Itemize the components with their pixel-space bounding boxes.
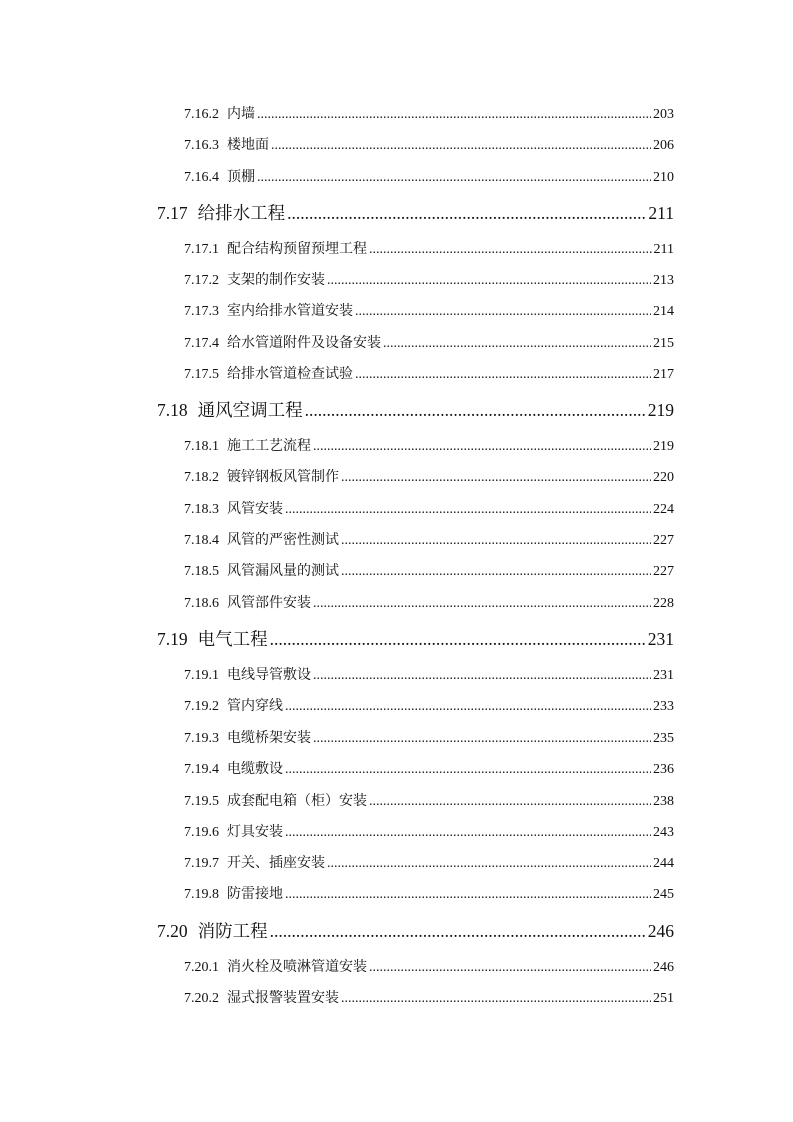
toc-entry-number: 7.19.7 (184, 856, 219, 871)
toc-entry-page-number: 219 (647, 400, 674, 420)
toc-entry-number: 7.18.6 (184, 596, 219, 611)
toc-entry-number: 7.19.6 (184, 825, 219, 840)
toc-entry-number: 7.18.3 (184, 502, 219, 517)
toc-dot-leader (285, 502, 651, 518)
toc-dot-leader (270, 629, 646, 650)
toc-entry-page-number: 215 (653, 336, 674, 351)
toc-entry-page-number: 236 (653, 762, 674, 777)
toc-dot-leader (355, 304, 651, 320)
toc-entry-page-number: 246 (653, 960, 674, 975)
toc-entry-number: 7.17.1 (184, 242, 219, 257)
toc-dot-leader (369, 960, 651, 976)
toc-subsection-entry[interactable] (184, 987, 674, 1007)
toc-dot-leader (383, 336, 651, 352)
toc-dot-leader (287, 203, 646, 224)
toc-entry-title: 配合结构预留预埋工程 (227, 242, 367, 257)
toc-dot-leader (285, 762, 651, 778)
toc-dot-leader (285, 887, 651, 903)
toc-entry-title: 风管安装 (227, 502, 283, 517)
toc-entry-page-number: 211 (648, 203, 674, 223)
toc-entry-page-number: 210 (653, 170, 674, 185)
toc-dot-leader (313, 668, 651, 684)
toc-entry-title: 风管漏风量的测试 (227, 564, 339, 579)
toc-dot-leader (257, 107, 651, 123)
toc-entry-page-number: 228 (653, 596, 674, 611)
toc-entry-title: 镀锌钢板风管制作 (227, 470, 339, 485)
toc-subsection-entry[interactable] (184, 821, 674, 841)
toc-subsection-entry[interactable] (184, 466, 674, 486)
toc-entry-page-number: 224 (653, 502, 674, 517)
toc-dot-leader (257, 170, 651, 186)
toc-entry-page-number: 214 (653, 304, 674, 319)
toc-dot-leader (369, 242, 652, 258)
toc-subsection-entry[interactable] (184, 300, 674, 320)
toc-entry-number: 7.19.1 (184, 668, 219, 683)
toc-dot-leader (327, 273, 651, 289)
toc-subsection-entry[interactable] (184, 435, 674, 455)
toc-entry-page-number: 244 (653, 856, 674, 871)
toc-entry-page-number: 227 (653, 533, 674, 548)
toc-entry-page-number: 213 (653, 273, 674, 288)
toc-dot-leader (270, 921, 646, 942)
toc-entry-title: 消火栓及喷淋管道安装 (227, 960, 367, 975)
toc-entry-title: 电线导管敷设 (227, 668, 311, 683)
toc-dot-leader (313, 439, 651, 455)
toc-entry-title: 灯具安装 (227, 825, 283, 840)
toc-entry-number: 7.19.8 (184, 887, 219, 902)
toc-dot-leader (313, 731, 651, 747)
toc-subsection-entry[interactable] (184, 529, 674, 549)
toc-entry-page-number: 220 (653, 470, 674, 485)
toc-entry-number: 7.17 (157, 203, 188, 223)
toc-entry-number: 7.16.4 (184, 170, 219, 185)
toc-entry-number: 7.19.5 (184, 794, 219, 809)
toc-dot-leader (341, 470, 651, 486)
toc-entry-number: 7.17.3 (184, 304, 219, 319)
toc-section-entry[interactable] (157, 200, 674, 225)
toc-subsection-entry[interactable] (184, 852, 674, 872)
toc-subsection-entry[interactable] (184, 134, 674, 154)
toc-section-entry[interactable] (157, 918, 674, 943)
toc-entry-title: 通风空调工程 (197, 400, 303, 420)
toc-subsection-entry[interactable] (184, 332, 674, 352)
toc-entry-number: 7.18.2 (184, 470, 219, 485)
toc-entry-page-number: 251 (653, 991, 674, 1006)
toc-entry-title: 电缆桥架安装 (227, 731, 311, 746)
toc-entry-page-number: 227 (653, 564, 674, 579)
toc-section-entry[interactable] (157, 397, 674, 422)
toc-entry-title: 给水管道附件及设备安装 (227, 336, 381, 351)
toc-entry-number: 7.16.3 (184, 138, 219, 153)
toc-entry-page-number: 233 (653, 699, 674, 714)
toc-entry-page-number: 231 (647, 629, 674, 649)
toc-entry-title: 湿式报警装置安装 (227, 991, 339, 1006)
toc-dot-leader (271, 138, 651, 154)
toc-entry-title: 给排水管道检查试验 (227, 367, 353, 382)
toc-entry-number: 7.17.5 (184, 367, 219, 382)
toc-entry-number: 7.19.3 (184, 731, 219, 746)
toc-entry-number: 7.19.2 (184, 699, 219, 714)
toc-subsection-entry[interactable] (184, 592, 674, 612)
toc-section-entry[interactable] (157, 626, 674, 651)
toc-subsection-entry[interactable] (184, 956, 674, 976)
toc-entry-number: 7.19 (157, 629, 188, 649)
toc-entry-title: 电气工程 (197, 629, 268, 649)
toc-entry-page-number: 217 (653, 367, 674, 382)
toc-entry-title: 内墙 (227, 107, 255, 122)
toc-entry-page-number: 245 (653, 887, 674, 902)
toc-entry-number: 7.20 (157, 921, 188, 941)
toc-entry-number: 7.19.4 (184, 762, 219, 777)
toc-entry-title: 成套配电箱（柜）安装 (227, 794, 367, 809)
toc-entry-number: 7.16.2 (184, 107, 219, 122)
toc-subsection-entry[interactable] (184, 664, 674, 684)
toc-entry-page-number: 219 (653, 439, 674, 454)
toc-dot-leader (305, 400, 646, 421)
toc-dot-leader (369, 794, 651, 810)
toc-entry-title: 顶棚 (227, 170, 255, 185)
toc-subsection-entry[interactable] (184, 238, 674, 258)
toc-entry-page-number: 231 (653, 668, 674, 683)
toc-subsection-entry[interactable] (184, 269, 674, 289)
toc-entry-title: 防雷接地 (227, 887, 283, 902)
toc-entry-number: 7.17.4 (184, 336, 219, 351)
toc-subsection-entry[interactable] (184, 363, 674, 383)
toc-entry-title: 管内穿线 (227, 699, 283, 714)
toc-entry-page-number: 243 (653, 825, 674, 840)
toc-entry-title: 消防工程 (197, 921, 268, 941)
toc-entry-page-number: 246 (647, 921, 674, 941)
toc-entry-number: 7.20.1 (184, 960, 219, 975)
toc-entry-title: 开关、插座安装 (227, 856, 325, 871)
toc-entry-title: 楼地面 (227, 138, 269, 153)
toc-dot-leader (285, 699, 651, 715)
toc-subsection-entry[interactable] (184, 883, 674, 903)
toc-entry-title: 风管的严密性测试 (227, 533, 339, 548)
toc-entry-number: 7.18.1 (184, 439, 219, 454)
toc-entry-title: 给排水工程 (197, 203, 286, 223)
toc-entry-title: 电缆敷设 (227, 762, 283, 777)
toc-entry-page-number: 238 (653, 794, 674, 809)
toc-entry-page-number: 235 (653, 731, 674, 746)
toc-entry-number: 7.18.5 (184, 564, 219, 579)
toc-entry-title: 支架的制作安装 (227, 273, 325, 288)
toc-entry-title: 施工工艺流程 (227, 439, 311, 454)
toc-dot-leader (341, 564, 651, 580)
toc-dot-leader (285, 825, 651, 841)
toc-subsection-entry[interactable] (184, 103, 674, 123)
toc-subsection-entry[interactable] (184, 560, 674, 580)
toc-subsection-entry[interactable] (184, 166, 674, 186)
toc-dot-leader (355, 367, 651, 383)
toc-dot-leader (313, 596, 651, 612)
toc-entry-number: 7.18.4 (184, 533, 219, 548)
toc-subsection-entry[interactable] (184, 695, 674, 715)
toc-entry-page-number: 203 (653, 107, 674, 122)
toc-dot-leader (341, 533, 651, 549)
toc-dot-leader (327, 856, 651, 872)
toc-entry-title: 风管部件安装 (227, 596, 311, 611)
toc-entry-number: 7.20.2 (184, 991, 219, 1006)
toc-dot-leader (341, 991, 651, 1007)
toc-subsection-entry[interactable] (184, 498, 674, 518)
toc-entry-page-number: 211 (653, 242, 674, 257)
toc-subsection-entry[interactable] (184, 727, 674, 747)
toc-entry-number: 7.17.2 (184, 273, 219, 288)
toc-entry-title: 室内给排水管道安装 (227, 304, 353, 319)
toc-subsection-entry[interactable] (184, 790, 674, 810)
toc-subsection-entry[interactable] (184, 758, 674, 778)
toc-entry-number: 7.18 (157, 400, 188, 420)
toc-entry-page-number: 206 (653, 138, 674, 153)
